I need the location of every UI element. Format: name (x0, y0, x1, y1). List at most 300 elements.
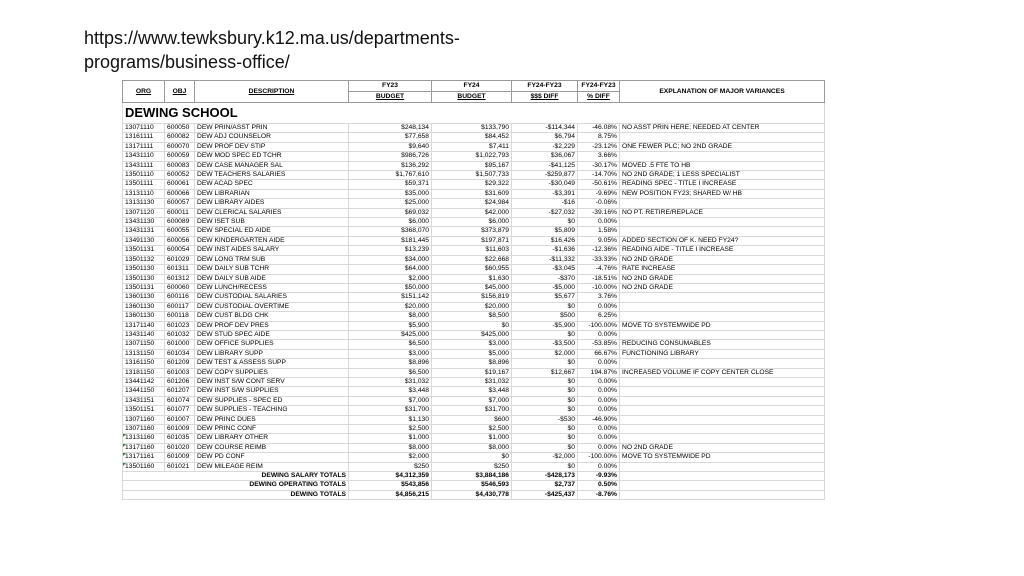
totals-label: DEWING OPERATING TOTALS (123, 481, 349, 490)
percent-diff-cell: 8.75% (578, 133, 620, 142)
fy23-budget-cell: $20,000 (349, 302, 432, 311)
col-fy23: FY23 (349, 81, 432, 92)
obj-cell: 601023 (165, 321, 195, 330)
obj-cell: 601074 (165, 396, 195, 405)
obj-cell: 600118 (165, 312, 195, 321)
percent-diff-cell: 0.00% (578, 387, 620, 396)
org-cell: 13171160 (123, 443, 165, 452)
explanation-cell: MOVED .5 FTE TO HB (620, 161, 825, 170)
dollar-diff-cell: $6,794 (512, 133, 578, 142)
explanation-cell (620, 330, 825, 339)
percent-diff-cell: -14.70% (578, 171, 620, 180)
dollar-diff-cell: $0 (512, 218, 578, 227)
fy24-budget-cell: $84,452 (432, 133, 512, 142)
description-cell: DEW LIBRARY AIDES (195, 199, 349, 208)
org-cell: 13441142 (123, 377, 165, 386)
description-cell: DEW PD CONF (195, 453, 349, 462)
table-row (123, 340, 825, 349)
col-diff-sub: $$$ DIFF (512, 92, 578, 103)
org-cell: 13601130 (123, 312, 165, 321)
description-cell: DEW DAILY SUB TCHR (195, 265, 349, 274)
org-cell: 13431110 (123, 152, 165, 161)
fy23-budget-cell: $8,000 (349, 443, 432, 452)
percent-diff-cell: -53.85% (578, 340, 620, 349)
explanation-cell (620, 152, 825, 161)
dollar-diff-cell: -$11,332 (512, 255, 578, 264)
table-row (123, 133, 825, 142)
explanation-cell: NO 2ND GRADE (620, 274, 825, 283)
table-row (123, 124, 825, 133)
col-obj: OBJ (165, 81, 195, 103)
dollar-diff-cell: -$5,000 (512, 283, 578, 292)
table-row (123, 189, 825, 198)
obj-cell: 601029 (165, 255, 195, 264)
explanation-cell (620, 425, 825, 434)
total-diff-cell: -$428,173 (512, 472, 578, 481)
obj-cell: 600056 (165, 236, 195, 245)
description-cell: DEW INST S/W CONT SERV (195, 377, 349, 386)
obj-cell: 600082 (165, 133, 195, 142)
org-cell: 13131110 (123, 189, 165, 198)
explanation-cell: NO ASST PRIN HERE; NEEDED AT CENTER (620, 124, 825, 133)
explanation-cell (620, 302, 825, 311)
table-row (123, 321, 825, 330)
table-row (123, 283, 825, 292)
table-row (123, 406, 825, 415)
percent-diff-cell: -0.06% (578, 199, 620, 208)
fy23-budget-cell: $1,130 (349, 415, 432, 424)
dollar-diff-cell: -$370 (512, 274, 578, 283)
description-cell: DEW LUNCH/RECESS (195, 283, 349, 292)
fy24-budget-cell: $22,668 (432, 255, 512, 264)
org-cell: 13441150 (123, 387, 165, 396)
percent-diff-cell: -18.51% (578, 274, 620, 283)
percent-diff-cell: -100.00% (578, 321, 620, 330)
fy23-budget-cell: $69,032 (349, 208, 432, 217)
table-row (123, 180, 825, 189)
org-cell: 13501130 (123, 274, 165, 283)
fy23-budget-cell: $5,900 (349, 321, 432, 330)
fy24-budget-cell: $24,984 (432, 199, 512, 208)
table-row (123, 246, 825, 255)
description-cell: DEW TEACHERS SALARIES (195, 171, 349, 180)
description-cell: DEW STUD SPEC AIDE (195, 330, 349, 339)
table-row (123, 396, 825, 405)
fy24-budget-cell: $600 (432, 415, 512, 424)
description-cell: DEW CLERICAL SALARIES (195, 208, 349, 217)
percent-diff-cell: -12.36% (578, 246, 620, 255)
explanation-cell: REDUCING CONSUMABLES (620, 340, 825, 349)
org-cell: 13601130 (123, 293, 165, 302)
explanation-cell (620, 199, 825, 208)
table-row (123, 349, 825, 358)
org-cell: 13501132 (123, 255, 165, 264)
col-pct: FY24-FY23 (578, 81, 620, 92)
total-fy24-cell: $3,884,186 (432, 472, 512, 481)
dollar-diff-cell: -$530 (512, 415, 578, 424)
fy24-budget-cell: $29,322 (432, 180, 512, 189)
obj-cell: 601312 (165, 274, 195, 283)
percent-diff-cell: -9.69% (578, 189, 620, 198)
fy23-budget-cell: $248,134 (349, 124, 432, 133)
obj-cell: 600066 (165, 189, 195, 198)
obj-cell: 600083 (165, 161, 195, 170)
explanation-cell (620, 462, 825, 471)
table-row (123, 302, 825, 311)
fy24-budget-cell: $133,790 (432, 124, 512, 133)
fy23-budget-cell: $31,700 (349, 406, 432, 415)
table-row (123, 359, 825, 368)
total-pct-cell: 0.50% (578, 481, 620, 490)
explanation-cell: NEW POSITION FY23; SHARED W/ HB (620, 189, 825, 198)
fy23-budget-cell: $31,032 (349, 377, 432, 386)
table-row (123, 415, 825, 424)
fy24-budget-cell: $31,609 (432, 189, 512, 198)
fy24-budget-cell: $5,000 (432, 349, 512, 358)
org-cell: 13171111 (123, 142, 165, 151)
description-cell: DEW INST S/W SUPPLIES (195, 387, 349, 396)
percent-diff-cell: 3.66% (578, 152, 620, 161)
section-row (123, 103, 825, 124)
obj-cell: 601020 (165, 443, 195, 452)
table-row (123, 208, 825, 217)
table-row (123, 377, 825, 386)
fy24-budget-cell: $60,955 (432, 265, 512, 274)
org-cell: 13071110 (123, 124, 165, 133)
fy23-budget-cell: $986,726 (349, 152, 432, 161)
percent-diff-cell: -33.33% (578, 255, 620, 264)
fy24-budget-cell: $8,000 (432, 443, 512, 452)
explanation-cell: READING SPEC - TITLE I INCREASE (620, 180, 825, 189)
dollar-diff-cell: -$5,900 (512, 321, 578, 330)
col-fy24-sub: BUDGET (432, 92, 512, 103)
dollar-diff-cell: $0 (512, 434, 578, 443)
fy24-budget-cell: $31,700 (432, 406, 512, 415)
fy23-budget-cell: $64,000 (349, 265, 432, 274)
obj-cell: 601209 (165, 359, 195, 368)
table-row (123, 218, 825, 227)
dollar-diff-cell: $0 (512, 377, 578, 386)
percent-diff-cell: 3.76% (578, 293, 620, 302)
table-row (123, 312, 825, 321)
total-diff-cell: -$425,437 (512, 490, 578, 499)
fy23-budget-cell: $25,000 (349, 199, 432, 208)
org-cell: 13501131 (123, 283, 165, 292)
fy23-budget-cell: $368,070 (349, 227, 432, 236)
fy24-budget-cell: $7,000 (432, 396, 512, 405)
description-cell: DEW MILEAGE REIM (195, 462, 349, 471)
fy23-budget-cell: $425,000 (349, 330, 432, 339)
description-cell: DEW INST AIDES SALARY (195, 246, 349, 255)
fy23-budget-cell: $9,640 (349, 142, 432, 151)
fy24-budget-cell: $8,500 (432, 312, 512, 321)
explanation-cell: INCREASED VOLUME IF COPY CENTER CLOSE (620, 368, 825, 377)
total-fy24-cell: $4,430,778 (432, 490, 512, 499)
total-expl-cell (620, 472, 825, 481)
fy23-budget-cell: $6,500 (349, 340, 432, 349)
table-row (123, 434, 825, 443)
col-fy24: FY24 (432, 81, 512, 92)
dollar-diff-cell: $0 (512, 462, 578, 471)
fy24-budget-cell: $0 (432, 321, 512, 330)
table-row (123, 161, 825, 170)
obj-cell: 600011 (165, 208, 195, 217)
dollar-diff-cell: $0 (512, 396, 578, 405)
percent-diff-cell: 0.00% (578, 218, 620, 227)
fy24-budget-cell: $45,000 (432, 283, 512, 292)
description-cell: DEW ACAD SPEC (195, 180, 349, 189)
description-cell: DEW LIBRARY SUPP (195, 349, 349, 358)
description-cell: DEW MOD SPEC ED TCHR (195, 152, 349, 161)
table-row (123, 453, 825, 462)
org-cell: 13431151 (123, 396, 165, 405)
total-fy23-cell: $543,856 (349, 481, 432, 490)
explanation-cell (620, 387, 825, 396)
fy24-budget-cell: $425,000 (432, 330, 512, 339)
obj-cell: 601035 (165, 434, 195, 443)
explanation-cell: MOVE TO SYSTEMWIDE PD (620, 453, 825, 462)
percent-diff-cell: -4.76% (578, 265, 620, 274)
dollar-diff-cell: -$2,000 (512, 453, 578, 462)
description-cell: DEW SUPPLIES - SPEC ED (195, 396, 349, 405)
percent-diff-cell: 66.67% (578, 349, 620, 358)
table-row (123, 425, 825, 434)
dollar-diff-cell: $16,426 (512, 236, 578, 245)
col-org: ORG (123, 81, 165, 103)
description-cell: DEW ISET SUB (195, 218, 349, 227)
total-pct-cell: -8.76% (578, 490, 620, 499)
description-cell: DEW PROF DEV PRES (195, 321, 349, 330)
percent-diff-cell: -30.17% (578, 161, 620, 170)
org-cell: 13171140 (123, 321, 165, 330)
percent-diff-cell: 6.25% (578, 312, 620, 321)
obj-cell: 601000 (165, 340, 195, 349)
org-cell: 13431131 (123, 227, 165, 236)
totals-label: DEWING TOTALS (123, 490, 349, 499)
fy24-budget-cell: $1,000 (432, 434, 512, 443)
explanation-cell: MOVE TO SYSTEMWIDE PD (620, 321, 825, 330)
org-cell: 13171161 (123, 453, 165, 462)
explanation-cell: NO 2ND GRADE; 1 LESS SPECIALIST (620, 171, 825, 180)
dollar-diff-cell: -$259,877 (512, 171, 578, 180)
org-cell: 13501131 (123, 246, 165, 255)
percent-diff-cell: -100.00% (578, 453, 620, 462)
dollar-diff-cell: $0 (512, 425, 578, 434)
dollar-diff-cell: $0 (512, 302, 578, 311)
org-cell: 13491130 (123, 236, 165, 245)
fy24-budget-cell: $11,603 (432, 246, 512, 255)
fy23-budget-cell: $35,000 (349, 189, 432, 198)
percent-diff-cell: -23.12% (578, 142, 620, 151)
percent-diff-cell: 1.58% (578, 227, 620, 236)
totals-row (123, 481, 825, 490)
fy23-budget-cell: $13,239 (349, 246, 432, 255)
explanation-cell: FUNCTIONING LIBRARY (620, 349, 825, 358)
description-cell: DEW CUSTODIAL SALARIES (195, 293, 349, 302)
fy24-budget-cell: $42,000 (432, 208, 512, 217)
fy24-budget-cell: $6,000 (432, 218, 512, 227)
explanation-cell (620, 312, 825, 321)
fy23-budget-cell: $2,500 (349, 425, 432, 434)
obj-cell: 600052 (165, 171, 195, 180)
percent-diff-cell: -39.16% (578, 208, 620, 217)
percent-diff-cell: -50.61% (578, 180, 620, 189)
table-row (123, 227, 825, 236)
fy24-budget-cell: $7,411 (432, 142, 512, 151)
fy23-budget-cell: $2,000 (349, 453, 432, 462)
explanation-cell: NO PT. RETIRE/REPLACE (620, 208, 825, 217)
page-title: https://www.tewksbury.k12.ma.us/departments-programs/business-office/ (84, 28, 460, 72)
org-cell: 13501111 (123, 180, 165, 189)
budget-table (122, 80, 825, 500)
table-row (123, 171, 825, 180)
table-row (123, 152, 825, 161)
dollar-diff-cell: -$1,636 (512, 246, 578, 255)
fy23-budget-cell: $151,142 (349, 293, 432, 302)
col-explanation: EXPLANATION OF MAJOR VARIANCES (620, 81, 825, 103)
obj-cell: 601207 (165, 387, 195, 396)
fy23-budget-cell: $181,445 (349, 236, 432, 245)
fy24-budget-cell: $1,630 (432, 274, 512, 283)
description-cell: DEW CUSTODIAL OVERTIME (195, 302, 349, 311)
percent-diff-cell: -10.00% (578, 283, 620, 292)
org-cell: 13601130 (123, 302, 165, 311)
fy23-budget-cell: $2,000 (349, 274, 432, 283)
obj-cell: 601003 (165, 368, 195, 377)
org-cell: 13071150 (123, 340, 165, 349)
percent-diff-cell: -46.90% (578, 415, 620, 424)
explanation-cell (620, 396, 825, 405)
org-cell: 13071160 (123, 425, 165, 434)
fy24-budget-cell: $3,000 (432, 340, 512, 349)
explanation-cell (620, 406, 825, 415)
percent-diff-cell: 194.87% (578, 368, 620, 377)
table-row (123, 265, 825, 274)
description-cell: DEW PROF DEV STIP (195, 142, 349, 151)
total-expl-cell (620, 481, 825, 490)
obj-cell: 601034 (165, 349, 195, 358)
obj-cell: 600054 (165, 246, 195, 255)
explanation-cell (620, 133, 825, 142)
explanation-cell: ADDED SECTION OF K. NEED FY24? (620, 236, 825, 245)
percent-diff-cell: 0.00% (578, 434, 620, 443)
table-row (123, 199, 825, 208)
table-row (123, 255, 825, 264)
description-cell: DEW PRINC CONF (195, 425, 349, 434)
total-fy23-cell: $4,312,359 (349, 472, 432, 481)
table-row (123, 236, 825, 245)
explanation-cell (620, 434, 825, 443)
explanation-cell: READING AIDE - TITLE I INCREASE (620, 246, 825, 255)
percent-diff-cell: 0.00% (578, 443, 620, 452)
org-cell: 13071120 (123, 208, 165, 217)
obj-cell: 601009 (165, 453, 195, 462)
fy23-budget-cell: $34,000 (349, 255, 432, 264)
fy23-budget-cell: $136,292 (349, 161, 432, 170)
percent-diff-cell: 0.00% (578, 462, 620, 471)
obj-cell: 601311 (165, 265, 195, 274)
org-cell: 13501160 (123, 462, 165, 471)
explanation-cell (620, 218, 825, 227)
org-cell: 13071160 (123, 415, 165, 424)
fy24-budget-cell: $95,167 (432, 161, 512, 170)
dollar-diff-cell: $2,000 (512, 349, 578, 358)
description-cell: DEW COURSE REIMB (195, 443, 349, 452)
total-fy24-cell: $546,593 (432, 481, 512, 490)
col-diff: FY24-FY23 (512, 81, 578, 92)
fy24-budget-cell: $197,871 (432, 236, 512, 245)
description-cell: DEW SPECIAL ED AIDE (195, 227, 349, 236)
percent-diff-cell: 0.00% (578, 406, 620, 415)
description-cell: DEW PRINC DUES (195, 415, 349, 424)
dollar-diff-cell: $5,809 (512, 227, 578, 236)
org-cell: 13431140 (123, 330, 165, 339)
org-cell: 13161111 (123, 133, 165, 142)
dollar-diff-cell: -$114,344 (512, 124, 578, 133)
dollar-diff-cell: -$41,125 (512, 161, 578, 170)
fy23-budget-cell: $8,000 (349, 312, 432, 321)
obj-cell: 600061 (165, 180, 195, 189)
table-row (123, 293, 825, 302)
obj-cell: 600055 (165, 227, 195, 236)
dollar-diff-cell: $500 (512, 312, 578, 321)
fy24-budget-cell: $31,032 (432, 377, 512, 386)
obj-cell: 601021 (165, 462, 195, 471)
table-body (123, 103, 825, 500)
obj-cell: 600089 (165, 218, 195, 227)
dollar-diff-cell: -$16 (512, 199, 578, 208)
percent-diff-cell: -46.08% (578, 124, 620, 133)
fy23-budget-cell: $77,658 (349, 133, 432, 142)
org-cell: 13181150 (123, 368, 165, 377)
fy24-budget-cell: $20,000 (432, 302, 512, 311)
col-description: DESCRIPTION (195, 81, 349, 103)
obj-cell: 600117 (165, 302, 195, 311)
dollar-diff-cell: -$2,229 (512, 142, 578, 151)
school-name: DEWING SCHOOL (123, 103, 825, 124)
fy24-budget-cell: $19,167 (432, 368, 512, 377)
obj-cell: 600116 (165, 293, 195, 302)
fy23-budget-cell: $250 (349, 462, 432, 471)
explanation-cell (620, 377, 825, 386)
table-row (123, 142, 825, 151)
dollar-diff-cell: $0 (512, 406, 578, 415)
total-diff-cell: $2,737 (512, 481, 578, 490)
totals-row (123, 490, 825, 499)
fy23-budget-cell: $6,000 (349, 218, 432, 227)
fy24-budget-cell: $8,896 (432, 359, 512, 368)
org-cell: 13501110 (123, 171, 165, 180)
obj-cell: 600070 (165, 142, 195, 151)
percent-diff-cell: 0.00% (578, 396, 620, 405)
dollar-diff-cell: -$27,032 (512, 208, 578, 217)
org-cell: 13501151 (123, 406, 165, 415)
description-cell: DEW ADJ COUNSELOR (195, 133, 349, 142)
obj-cell: 601009 (165, 425, 195, 434)
description-cell: DEW LONG TRM SUB (195, 255, 349, 264)
fy24-budget-cell: $156,819 (432, 293, 512, 302)
percent-diff-cell: 9.05% (578, 236, 620, 245)
obj-cell: 600050 (165, 124, 195, 133)
obj-cell: 601032 (165, 330, 195, 339)
fy24-budget-cell: $1,507,733 (432, 171, 512, 180)
org-cell: 13431130 (123, 218, 165, 227)
fy23-budget-cell: $6,500 (349, 368, 432, 377)
dollar-diff-cell: $0 (512, 387, 578, 396)
table-row (123, 368, 825, 377)
obj-cell: 601077 (165, 406, 195, 415)
table-row (123, 443, 825, 452)
